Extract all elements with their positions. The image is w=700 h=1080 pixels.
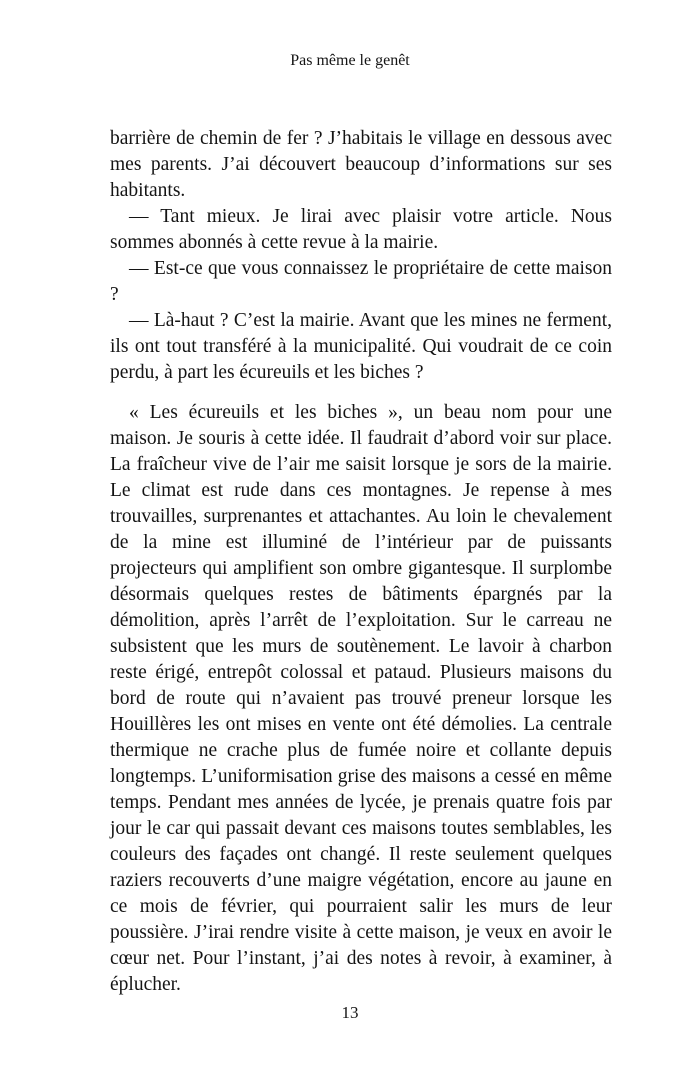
- paragraph-continued: barrière de chemin de fer ? J’habitais le village en dessous avec mes parents. J’ai découvert beaucoup d’informations sur ses habitants.: [110, 128, 612, 201]
- page-number: 13: [341, 1003, 359, 1022]
- paragraph: « Les écureuils et les biches », un beau nom pour une maison. Je souris à cette idée. Il faudrait d’abord voir sur place. La fraîcheur vive de l’air me saisit lorsque je sors de la mairie. Le climat est rude dans ces montagnes. Je repense à mes trouvailles, surprenantes et attachantes. Au loin le chevalement de la mine est illuminé de l’intérieur par de puissants projecteurs qui amplifient son ombre gigantesque. Il surplombe désormais quelques restes de bâtiments épargnés par la démolition, après l’arrêt de l’exploitation. Sur le carreau ne subsistent que les murs de soutènement. Le lavoir à charbon reste érigé, entrepôt colossal et pataud. Plusieurs maisons du bord de route qui n’avaient pas trouvé preneur lorsque les Houillères les ont mises en vente ont été démolies. La centrale thermique ne crache plus de fumée noire et collante depuis longtemps. L’uniformisation grise des maisons a cessé en même temps. Pendant mes années de lycée, je prenais quatre fois par jour le car qui passait devant ces maisons toutes semblables, les couleurs des façades ont changé. Il reste seulement quelques raziers recouverts d’une maigre végétation, encore au jaune en ce mois de février, qui pourraient salir les murs de leur poussière. J’irai rendre visite à cette maison, je veux en avoir le cœur net. Pour l’instant, j’ai des notes à revoir, à examiner, à éplucher.: [110, 402, 612, 995]
- dialogue-line: — Est-ce que vous connaissez le propriétaire de cette maison ?: [110, 258, 612, 305]
- dialogue-line: — Là-haut ? C’est la mairie. Avant que les mines ne ferment, ils ont tout transféré à la municipalité. Qui voudrait de ce coin perdu, à part les écureuils et les biches ?: [110, 310, 612, 383]
- body-text: [110, 126, 612, 998]
- running-head: Pas même le genêt: [290, 52, 410, 69]
- dialogue-line: — Tant mieux. Je lirai avec plaisir votre article. Nous sommes abonnés à cette revue à la mairie.: [110, 206, 612, 253]
